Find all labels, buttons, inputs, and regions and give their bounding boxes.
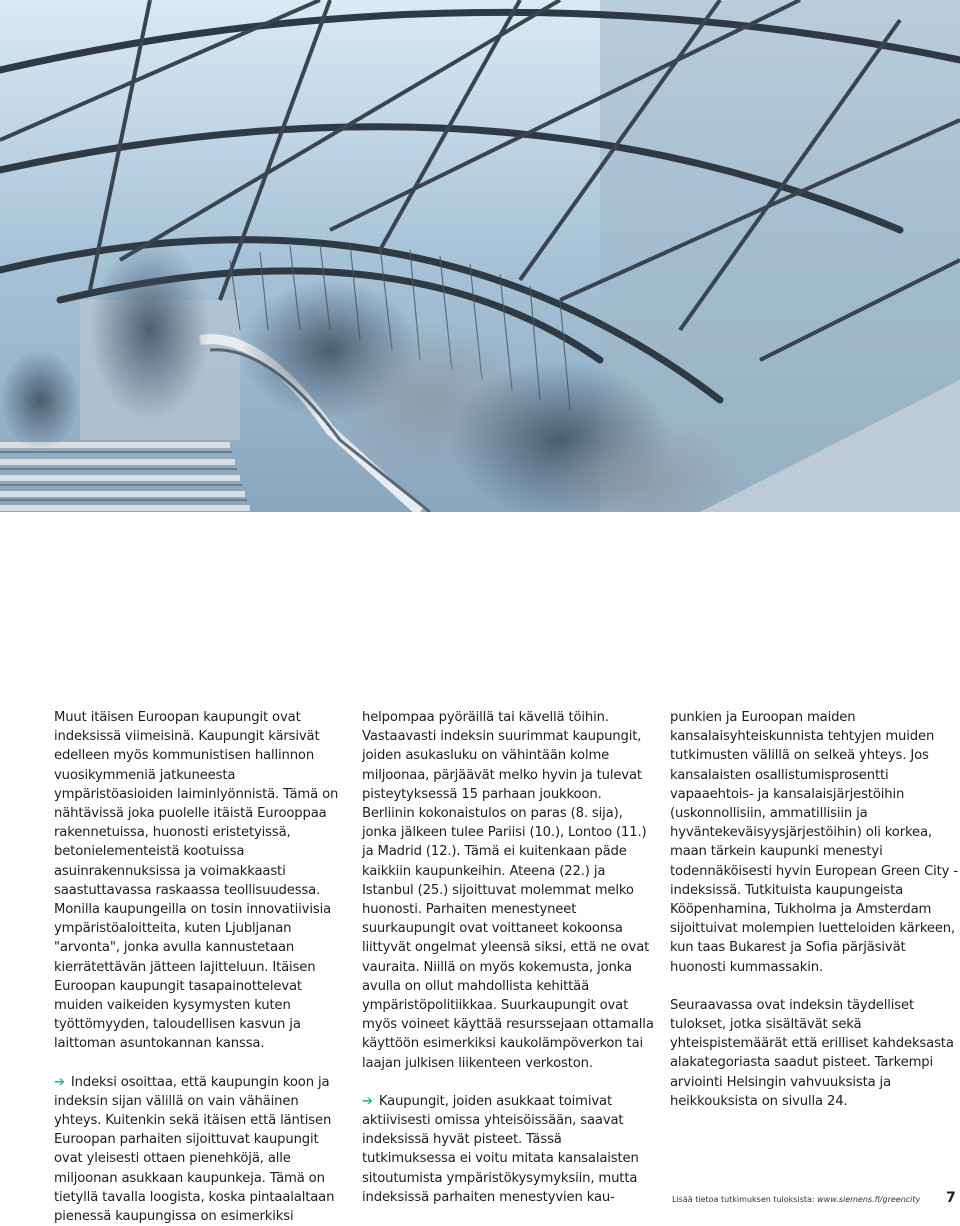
hero-photo-glass-dome-escalator: [0, 0, 960, 512]
paragraph-civil-society: punkien ja Euroopan maiden kansalaisyhteiskunnista tehtyjen muiden tutkimusten välillä on selkeä yhteys. Jos kansalaisten osallistumisprosentti vapaaehtois- ja kansalaisjärjestöihin (uskonnollisiin, ammatillisiin ja hyväntekeväisyysjärjestöihin) oli korkea, maan tärkein kaupunki menestyi todennäköisesti hyvin European Green City -indeksissä. Tutkituista kaupungeista Kööpenhamina, Tukholma ja Amsterdam sijoittuivat molempien luetteloiden kärkeen, kun taas Bukarest ja Sofia pärjäsivät huonosti kummassakin.: [670, 710, 958, 975]
page-number: 7: [946, 1190, 956, 1206]
bullet-text: Indeksi osoittaa, että kaupungin koon ja indeksin sijan välillä on vain vähäinen yhteys. Kuitenkin sekä itäisen että läntisen Euroopan parhaiten sijoittuvat kaupungit ovat yleisesti ottaen pienehköjä, alle miljoonan asukkaan kaupunkeja. Tämä on tietyllä tavalla loogista, koska pintaalaltaan pienessä kaupungissa on esimerkiksi: [54, 1074, 335, 1225]
arrow-right-icon: ➔: [362, 1093, 373, 1109]
paragraph-large-cities: helpompaa pyöräillä tai kävellä töihin. Vastaavasti indeksin suurimmat kaupungit, joiden asukasluku on vähintään kolme miljoonaa, pärjäävät melko hyvin ja tulevat pisteytyksessä 15 parhaan joukkoon. Berliinin kokonaistulos on paras (8. sija), jonka jälkeen tulee Pariisi (10.), Lontoo (11.) ja Madrid (12.). Tämä ei kuitenkaan päde kaikkiin kaupunkeihin. Ateena (22.) ja Istanbul (25.) sijoittuvat molemmat melko huonosti. Parhaiten menestyneet suurkaupungit ovat voittaneet kokoonsa liittyvät ongelmat yleensä siksi, että ne ovat vauraita. Niillä on myös kokemusta, jonka avulla on ollut mahdollista kehittää ympäristöpolitiikkaa. Suurkaupungit ovat myös voineet käyttää resurssejaan ottamalla käyttöön esimerkiksi kaukolämpöverkon tai laajan julkisen liikenteen verkoston.: [362, 710, 654, 1071]
glass-dome-illustration: [0, 0, 960, 512]
paragraph-eastern-europe: Muut itäisen Euroopan kaupungit ovat indeksissä viimeisinä. Kaupungit kärsivät edelleen myös kommunistisen hallinnon vuosikymmeniä jatkuneesta ympäristöasioiden laiminlyönnistä. Tämä on nähtävissä joka puolelle itäistä Eurooppaa rakennetuissa, huonosti eristetyissä, betonielementeistä kootuissa asuinrakennuksissa ja voimakkaasti saastuttavassa raskaassa teollisuudessa. Monilla kaupungeilla on tosin innovatiivisia ympäristöaloitteita, kuten Ljubljanan "arvonta", jonka avulla kannustetaan kierrätettävän jätteen lajitteluun. Itäisen Euroopan kaupungit tasapainottelevat muiden vaikeiden kysymysten kuten työttömyyden, taloudellisen kasvun ja laittoman asuntokannan kanssa.: [54, 710, 339, 1052]
bullet-paragraph-active-citizens: [362, 1092, 654, 1207]
footer-link[interactable]: www.siemens.fi/greencity: [817, 1195, 921, 1204]
footer-note: [672, 1195, 920, 1204]
arrow-right-icon: ➔: [54, 1074, 65, 1090]
footer-text: Lisää tietoa tutkimuksen tuloksista:: [672, 1195, 818, 1204]
text-column-1: [54, 708, 342, 1226]
text-column-3: [670, 708, 960, 1111]
text-column-2: [362, 708, 654, 1207]
bullet-paragraph-city-size: [54, 1073, 342, 1226]
paragraph-full-results: Seuraavassa ovat indeksin täydelliset tulokset, jotka sisältävät sekä yhteispistemäärät että erilliset kahdeksasta alakategoriasta saadut pisteet. Tarkempi arviointi Helsingin vahvuuksista ja heikkouksista on sivulla 24.: [670, 997, 954, 1109]
bullet-text: Kaupungit, joiden asukkaat toimivat aktiivisesti omissa yhteisöissään, saavat indeksissä hyvät pisteet. Tässä tutkimuksessa ei voitu mitata kansalaisten sitoutumista ympäristökysymyksiin, mutta indeksissä parhaiten menestyvien kau-: [362, 1093, 639, 1205]
